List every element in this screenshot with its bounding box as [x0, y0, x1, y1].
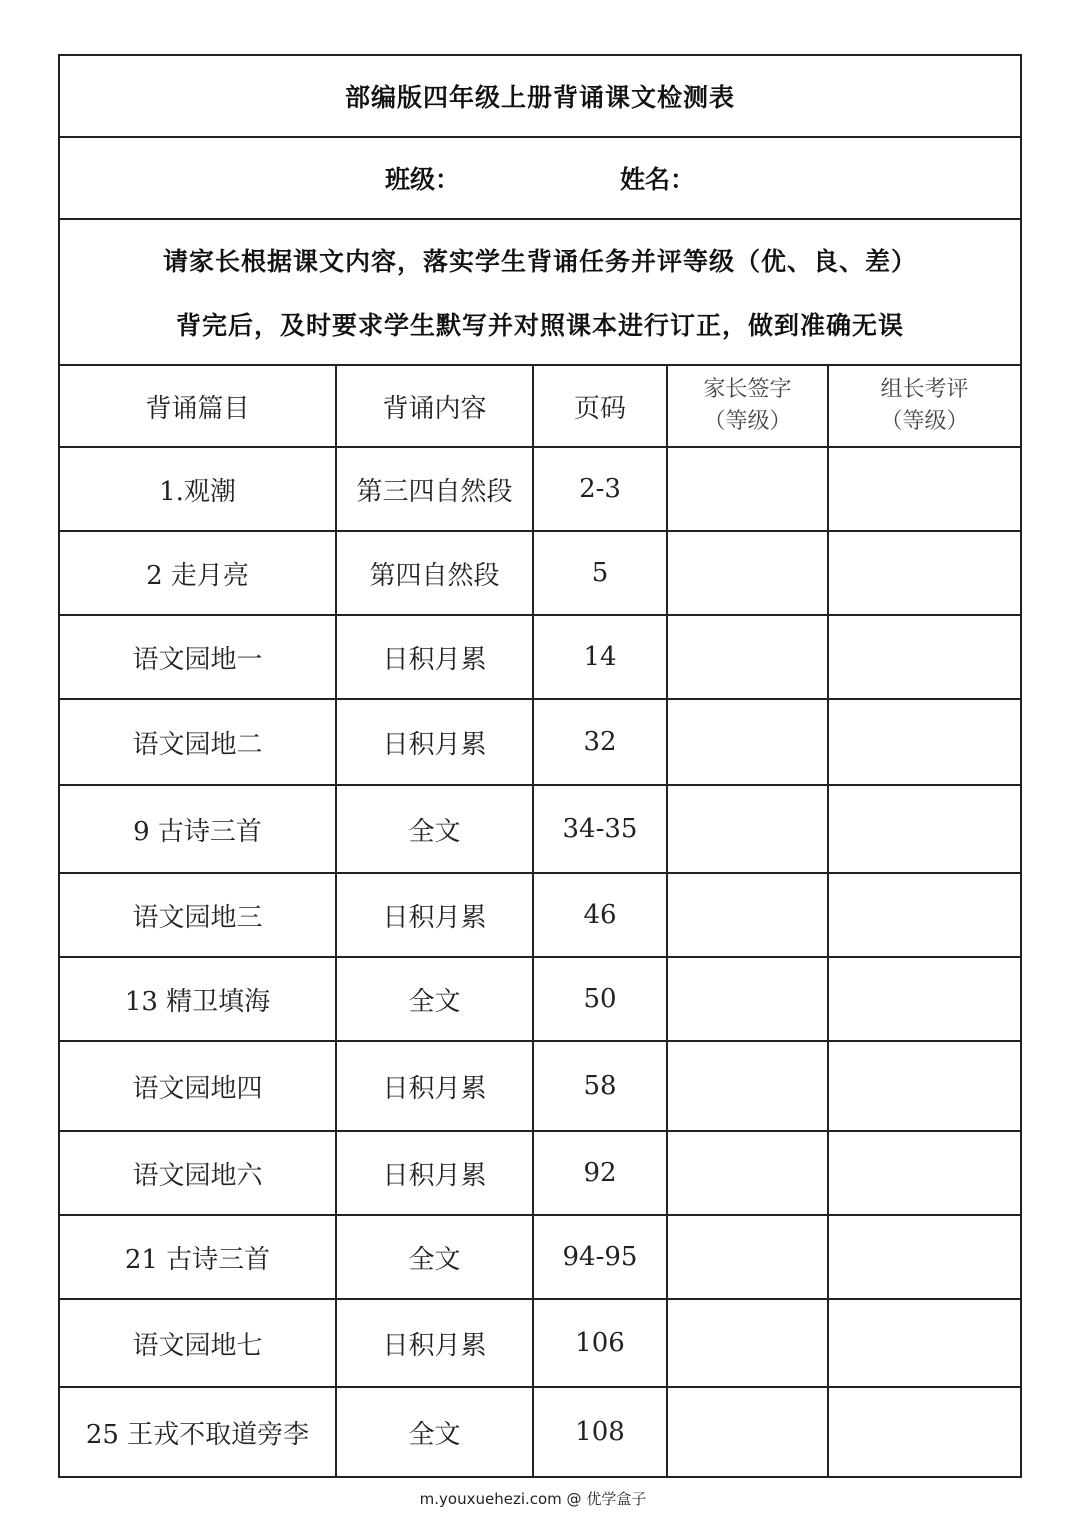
row-parent-sign-cell[interactable] — [667, 1299, 828, 1387]
row-page: 106 — [533, 1299, 667, 1387]
row-content: 日积月累 — [336, 1131, 533, 1215]
check-sheet — [58, 54, 1022, 1478]
row-content: 日积月累 — [336, 1041, 533, 1131]
row-content: 日积月累 — [336, 873, 533, 957]
row-content: 全文 — [336, 957, 533, 1041]
row-page: 14 — [533, 615, 667, 699]
header-leader-eval-sub: （等级） — [880, 409, 969, 434]
row-content: 全文 — [336, 1215, 533, 1299]
table-row — [60, 1387, 1020, 1476]
row-item: 21 古诗三首 — [60, 1215, 336, 1299]
table-row — [60, 957, 1020, 1041]
row-parent-sign-cell[interactable] — [667, 957, 828, 1041]
row-item: 9 古诗三首 — [60, 785, 336, 873]
instructions — [60, 220, 1020, 366]
row-item: 语文园地一 — [60, 615, 336, 699]
header-parent-sign — [667, 366, 828, 447]
row-leader-eval-cell[interactable] — [828, 699, 1020, 785]
footer-watermark: m.youxuehezi.com @ 优学盒子 — [419, 1490, 647, 1508]
row-page: 50 — [533, 957, 667, 1041]
row-item: 语文园地二 — [60, 699, 336, 785]
row-page: 34-35 — [533, 785, 667, 873]
header-content: 背诵内容 — [336, 366, 533, 447]
table-row — [60, 447, 1020, 531]
row-leader-eval-cell[interactable] — [828, 1131, 1020, 1215]
row-content: 第四自然段 — [336, 531, 533, 615]
table-body — [60, 447, 1020, 1476]
row-parent-sign-cell[interactable] — [667, 531, 828, 615]
row-item: 语文园地六 — [60, 1131, 336, 1215]
row-item: 语文园地三 — [60, 873, 336, 957]
row-parent-sign-cell[interactable] — [667, 615, 828, 699]
row-leader-eval-cell[interactable] — [828, 615, 1020, 699]
row-content: 日积月累 — [336, 615, 533, 699]
row-leader-eval-cell[interactable] — [828, 531, 1020, 615]
row-page: 92 — [533, 1131, 667, 1215]
row-leader-eval-cell[interactable] — [828, 957, 1020, 1041]
header-item: 背诵篇目 — [60, 366, 336, 447]
header-leader-eval-label: 组长考评 — [880, 377, 969, 402]
row-page: 5 — [533, 531, 667, 615]
row-content: 全文 — [336, 785, 533, 873]
row-parent-sign-cell[interactable] — [667, 785, 828, 873]
name-label: 姓名： — [620, 165, 696, 194]
instruction-line-1: 请家长根据课文内容，落实学生背诵任务并评等级（优、良、差） — [162, 247, 917, 276]
row-page: 2-3 — [533, 447, 667, 531]
row-parent-sign-cell[interactable] — [667, 1131, 828, 1215]
row-page: 32 — [533, 699, 667, 785]
row-item: 25 王戎不取道旁李 — [60, 1387, 336, 1476]
row-leader-eval-cell[interactable] — [828, 447, 1020, 531]
header-leader-eval — [828, 366, 1020, 447]
row-parent-sign-cell[interactable] — [667, 1387, 828, 1476]
table-header-row — [60, 366, 1020, 447]
class-label: 班级： — [384, 165, 460, 194]
header-page: 页码 — [533, 366, 667, 447]
table-row — [60, 1041, 1020, 1131]
row-leader-eval-cell[interactable] — [828, 1215, 1020, 1299]
row-page: 46 — [533, 873, 667, 957]
row-parent-sign-cell[interactable] — [667, 1041, 828, 1131]
table-row — [60, 615, 1020, 699]
recitation-table — [60, 366, 1020, 1476]
row-item: 2 走月亮 — [60, 531, 336, 615]
table-row — [60, 1299, 1020, 1387]
header-parent-sign-sub: （等级） — [703, 409, 792, 434]
class-name-row — [60, 138, 1020, 220]
row-content: 日积月累 — [336, 1299, 533, 1387]
row-page: 94-95 — [533, 1215, 667, 1299]
sheet-title: 部编版四年级上册背诵课文检测表 — [60, 56, 1020, 138]
row-leader-eval-cell[interactable] — [828, 785, 1020, 873]
row-content: 日积月累 — [336, 699, 533, 785]
row-item: 语文园地四 — [60, 1041, 336, 1131]
row-leader-eval-cell[interactable] — [828, 1299, 1020, 1387]
row-item: 13 精卫填海 — [60, 957, 336, 1041]
table-row — [60, 873, 1020, 957]
table-row — [60, 785, 1020, 873]
row-leader-eval-cell[interactable] — [828, 1387, 1020, 1476]
row-content: 第三四自然段 — [336, 447, 533, 531]
table-row — [60, 531, 1020, 615]
row-parent-sign-cell[interactable] — [667, 873, 828, 957]
header-parent-sign-label: 家长签字 — [703, 377, 792, 402]
table-row — [60, 699, 1020, 785]
row-page: 108 — [533, 1387, 667, 1476]
row-parent-sign-cell[interactable] — [667, 1215, 828, 1299]
row-item: 1.观潮 — [60, 447, 336, 531]
table-row — [60, 1215, 1020, 1299]
row-parent-sign-cell[interactable] — [667, 699, 828, 785]
row-item: 语文园地七 — [60, 1299, 336, 1387]
row-parent-sign-cell[interactable] — [667, 447, 828, 531]
row-content: 全文 — [336, 1387, 533, 1476]
row-leader-eval-cell[interactable] — [828, 873, 1020, 957]
row-leader-eval-cell[interactable] — [828, 1041, 1020, 1131]
row-page: 58 — [533, 1041, 667, 1131]
instruction-line-2: 背完后，及时要求学生默写并对照课本进行订正，做到准确无误 — [175, 311, 904, 340]
table-row — [60, 1131, 1020, 1215]
